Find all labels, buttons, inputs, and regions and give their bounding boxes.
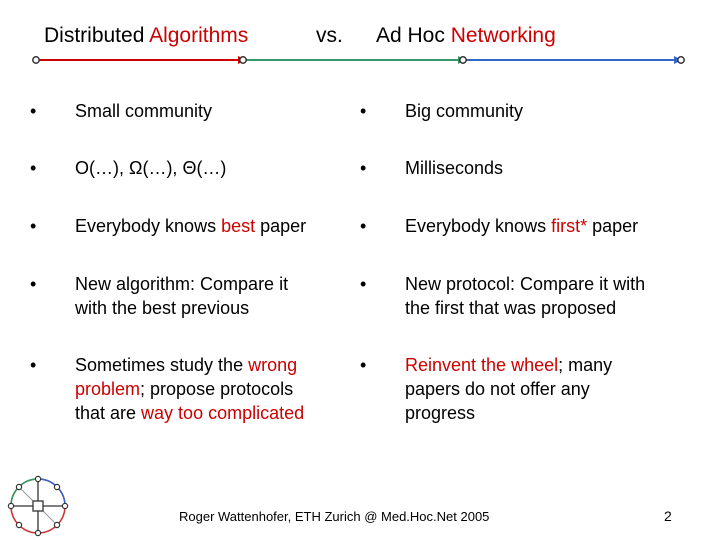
right-bullet-item [360,214,680,238]
distributed-computing-logo-icon [6,474,70,538]
bullet-icon: • [360,274,367,294]
bullet-icon: • [30,158,37,178]
bullet-line [75,156,226,180]
bullet-line [75,377,293,401]
bullet-icon: • [30,355,37,375]
bullet-text: with the best previous [75,298,250,318]
left-bullet-item [30,272,350,320]
bullet-text: paper [255,216,307,236]
bullet-icon: • [360,355,367,375]
header-rule [30,52,690,68]
bullet-text: Everybody knows [75,216,222,236]
bullet-line [75,99,212,123]
bullet-text: progress [405,403,476,423]
rule-node-1 [33,57,39,63]
bullet-icon: • [30,216,37,236]
title-right-prefix: Ad Hoc [376,24,451,47]
bullet-text: papers do not offer any [405,379,590,399]
left-bullet-item [30,99,350,123]
right-bullet-item [360,353,680,425]
bullet-line [405,214,638,238]
bullet-line [405,377,590,401]
highlighted-text: best [221,216,256,236]
rule-node-2 [240,57,246,63]
bullet-text: New algorithm: Compare it [75,274,289,294]
title-right [376,24,556,48]
bullet-text: the first that was proposed [405,298,617,318]
left-bullet-item [30,214,350,238]
bullet-line [405,296,616,320]
title-left-accent: Algorithms [149,24,249,47]
right-bullet-item [360,156,680,180]
title-right-accent: Networking [450,24,556,47]
bullet-icon: • [360,216,367,236]
bullet-line [405,272,645,296]
bullet-text: Big community [405,101,524,121]
title-vs: vs. [316,24,343,47]
title-left [44,24,248,48]
right-bullet-item [360,99,680,123]
bullet-line [75,401,304,425]
rule-node-3 [460,57,466,63]
bullet-text: ; many [558,355,613,375]
bullet-text: Small community [75,101,213,121]
bullet-line [405,156,503,180]
highlighted-text: wrong [248,355,298,375]
left-bullet-item [30,156,350,180]
bullet-text: Everybody knows [405,216,552,236]
rule-node-4 [678,57,684,63]
bullet-line [75,272,288,296]
bullet-line [75,296,249,320]
bullet-text: New protocol: Compare it with [405,274,646,294]
left-bullet-item [30,353,350,425]
highlighted-text: way too complicated [141,403,305,423]
highlighted-text: problem [75,379,141,399]
title-left-prefix: Distributed [44,24,150,47]
bullet-text: O(…), Ω(…), Θ(…) [75,158,227,178]
bullet-text: Milliseconds [405,158,504,178]
page-number: 2 [664,508,672,524]
bullet-text: Sometimes study the [75,355,249,375]
right-bullet-item [360,272,680,320]
highlighted-text: first* [551,216,588,236]
bullet-icon: • [30,101,37,121]
bullet-line [75,353,297,377]
highlighted-text: Reinvent the wheel [405,355,559,375]
bullet-icon: • [360,101,367,121]
bullet-icon: • [30,274,37,294]
bullet-icon: • [360,158,367,178]
bullet-text: ; propose protocols [140,379,294,399]
bullet-text: that are [75,403,142,423]
bullet-line [75,214,306,238]
footer-credit: Roger Wattenhofer, ETH Zurich @ Med.Hoc.Net 2005 [179,509,490,524]
bullet-text: paper [587,216,639,236]
bullet-line [405,401,475,425]
bullet-line [405,353,612,377]
bullet-line [405,99,523,123]
